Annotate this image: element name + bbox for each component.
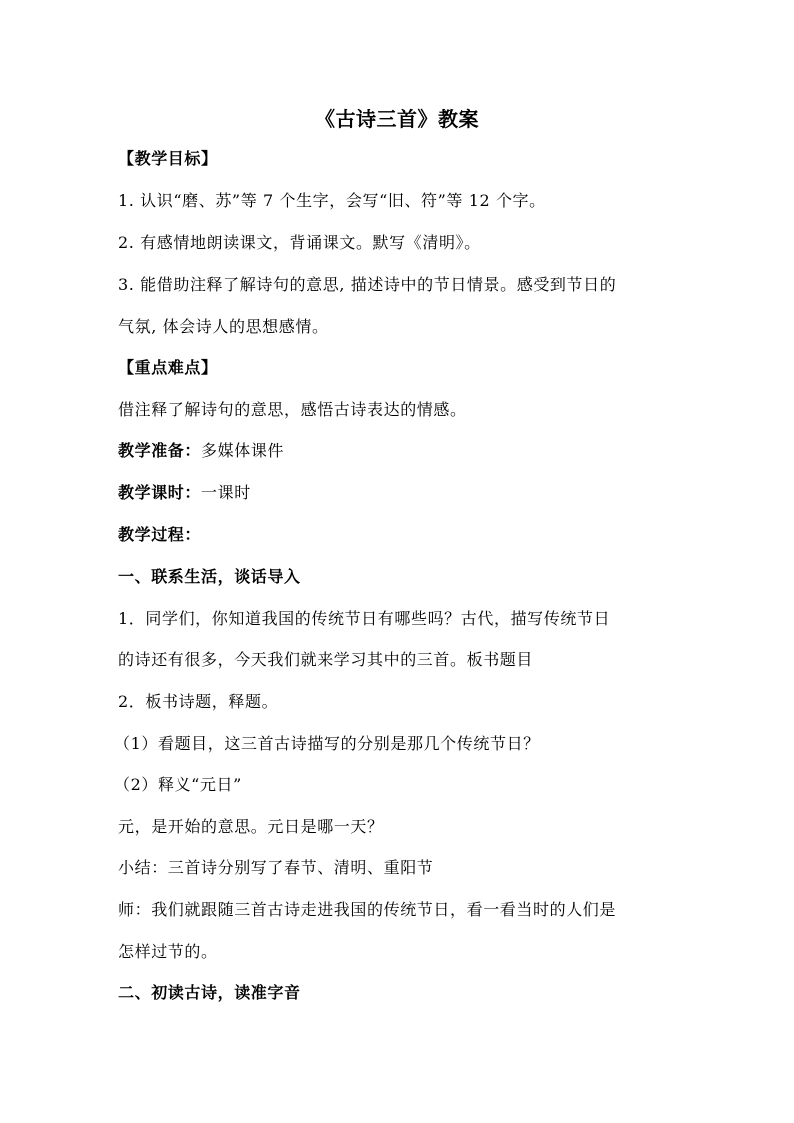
goal-2: 2. 有感情地朗读课文，背诵课文。默写《清明》。 xyxy=(118,233,481,252)
goal-1: 1. 认识“磨、苏”等 7 个生字，会写“旧、符”等 12 个字。 xyxy=(118,191,546,210)
step-1-line-1: 1．同学们，你知道我国的传统节日有哪些吗？古代，描写传统节日 xyxy=(118,609,611,628)
teaching-hours-value: 一课时 xyxy=(201,483,251,502)
step-2-sub-1: （1）看题目，这三首古诗描写的分别是那几个传统节日？ xyxy=(114,734,540,753)
part-2-heading: 二、初读古诗，读准字音 xyxy=(118,983,301,1002)
goal-3-line-1: 3. 能借助注释了解诗句的意思, 描述诗中的节日情景。感受到节日的 xyxy=(118,275,617,294)
key-points-heading: 【重点难点】 xyxy=(118,358,218,377)
key-points-text: 借注释了解诗句的意思，感悟古诗表达的情感。 xyxy=(118,400,467,419)
teaching-process-heading: 教学过程： xyxy=(118,525,202,544)
teaching-preparation-value: 多媒体课件 xyxy=(201,441,285,460)
teaching-hours-label: 教学课时： xyxy=(118,483,202,502)
teacher-line-2: 怎样过节的。 xyxy=(118,942,218,961)
yuan-explanation: 元，是开始的意思。元日是哪一天？ xyxy=(118,817,384,836)
teacher-line-1: 师：我们就跟随三首古诗走进我国的传统节日，看一看当时的人们是 xyxy=(118,900,617,919)
goal-3-line-2: 气氛, 体会诗人的思想感情。 xyxy=(118,317,329,336)
step-2-sub-2: （2）释义“元日” xyxy=(114,775,242,794)
document-title: 《古诗三首》教案 xyxy=(315,107,479,131)
step-1-line-2: 的诗还有很多，今天我们就来学习其中的三首。板书题目 xyxy=(118,650,534,669)
part-1-heading: 一、联系生活，谈话导入 xyxy=(118,567,301,586)
summary: 小结：三首诗分别写了春节、清明、重阳节 xyxy=(118,858,434,877)
step-2: 2．板书诗题，释题。 xyxy=(118,692,279,711)
teaching-hours xyxy=(118,481,680,505)
teaching-preparation-label: 教学准备： xyxy=(118,441,202,460)
teaching-goals-heading: 【教学目标】 xyxy=(118,149,218,168)
teaching-preparation xyxy=(118,439,680,463)
